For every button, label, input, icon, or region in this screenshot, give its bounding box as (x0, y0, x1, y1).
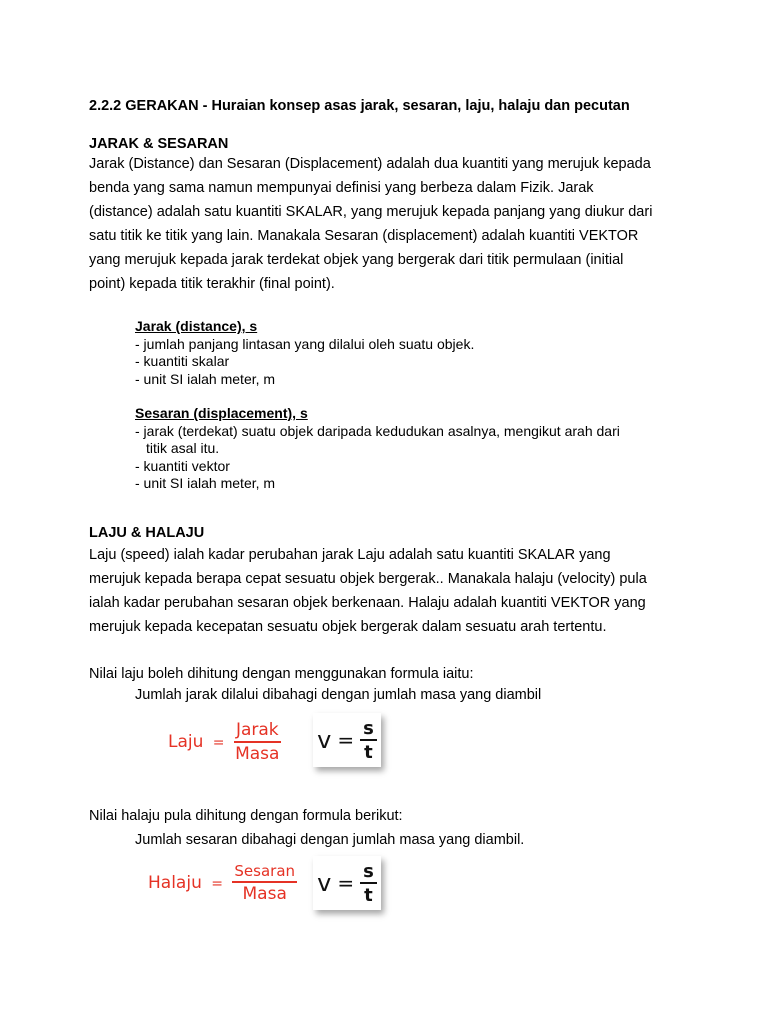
symbol-denominator: t (364, 884, 373, 906)
formula-denominator: Masa (242, 884, 287, 904)
paragraph-line: benda yang sama namun mempunyai definisi yang berbeza dalam Fizik. Jarak (89, 180, 594, 196)
heading-laju-halaju: LAJU & HALAJU (89, 525, 205, 541)
definition-term: Jarak (distance), s (135, 318, 258, 334)
paragraph-line: Jarak (Distance) dan Sesaran (Displacement) adalah dua kuantiti yang merujuk kepada (89, 156, 651, 172)
paragraph-line: point) kepada titik terakhir (final point). (89, 276, 335, 292)
symbol-formula-box (313, 856, 381, 910)
halaju-intro: Nilai halaju pula dihitung dengan formula berikut: (89, 808, 403, 824)
definition-jarak (135, 318, 695, 388)
symbol-fraction (360, 718, 377, 763)
symbol-equals: = (337, 728, 355, 752)
paragraph-line: ialah kadar perubahan sesaran objek berkenaan. Halaju adalah kuantiti VEKTOR yang (89, 595, 646, 611)
definition-item: - jarak (terdekat) suatu objek daripada kedudukan asalnya, mengikut arah dari (135, 422, 620, 439)
formula-fraction (232, 862, 297, 904)
paragraph-line: satu titik ke titik yang lain. Manakala Sesaran (displacement) adalah kuantiti VEKTOR (89, 228, 639, 244)
laju-description: Jumlah jarak dilalui dibahagi dengan jumlah masa yang diambil (135, 687, 542, 703)
symbol-denominator: t (364, 741, 373, 763)
definition-item-continued: titik asal itu. (146, 440, 220, 456)
paragraph-line: merujuk kepada kecepatan sesuatu objek bergerak dalam sesuatu arah tertentu. (89, 619, 607, 635)
symbol-equals: = (337, 871, 355, 895)
paragraph-line: Laju (speed) ialah kadar perubahan jarak Laju adalah satu kuantiti SKALAR yang (89, 547, 611, 563)
formula-equals: = (212, 735, 225, 751)
symbol-numerator: s (360, 861, 377, 884)
halaju-description: Jumlah sesaran dibahagi dengan jumlah masa yang diambil. (135, 832, 525, 848)
halaju-formula (148, 862, 297, 904)
definition-sesaran (135, 405, 695, 493)
definition-item: - kuantiti skalar (135, 353, 230, 369)
paragraph-jarak-sesaran (89, 152, 689, 296)
definition-item: - kuantiti vektor (135, 457, 230, 474)
symbol-fraction (360, 861, 377, 906)
symbol-v: v (317, 869, 332, 897)
definition-term: Sesaran (displacement), s (135, 405, 308, 421)
formula-numerator: Sesaran (232, 862, 297, 883)
formula-denominator: Masa (235, 744, 280, 764)
formula-lhs: Laju (168, 732, 204, 752)
definition-item: - unit SI ialah meter, m (135, 370, 276, 387)
definition-item: - unit SI ialah meter, m (135, 475, 276, 491)
definition-item: - jumlah panjang lintasan yang dilalui oleh suatu objek. (135, 335, 475, 352)
paragraph-line: yang merujuk kepada jarak terdekat objek yang bergerak dari titik permulaan (initial (89, 252, 624, 268)
laju-formula (168, 720, 281, 764)
paragraph-laju-halaju (89, 543, 689, 639)
formula-equals: = (211, 876, 223, 892)
section-title: 2.2.2 GERAKAN - Huraian konsep asas jarak, sesaran, laju, halaju dan pecutan (89, 98, 630, 114)
paragraph-line: merujuk kepada berapa cepat sesuatu objek bergerak.. Manakala halaju (velocity) pula (89, 571, 647, 587)
laju-intro: Nilai laju boleh dihitung dengan menggunakan formula iaitu: (89, 666, 474, 682)
formula-fraction (234, 720, 281, 764)
symbol-numerator: s (360, 718, 377, 741)
paragraph-line: (distance) adalah satu kuantiti SKALAR, yang merujuk kepada panjang yang diukur dari (89, 204, 653, 220)
symbol-v: v (317, 726, 332, 754)
formula-numerator: Jarak (234, 720, 281, 743)
heading-jarak-sesaran: JARAK & SESARAN (89, 136, 229, 152)
formula-lhs: Halaju (148, 873, 202, 893)
symbol-formula-box (313, 713, 381, 767)
